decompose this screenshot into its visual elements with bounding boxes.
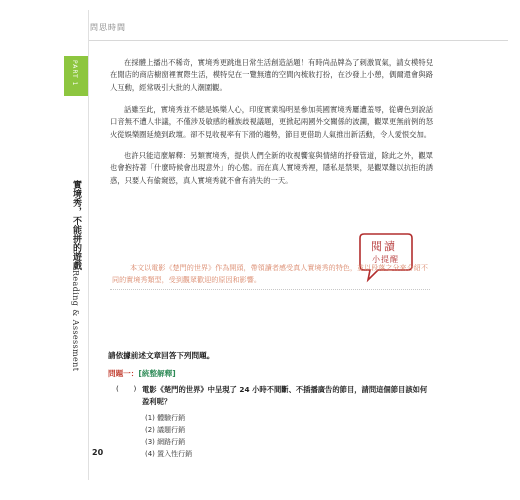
article-paragraph-3: 也許只能這麼解釋：另類實境秀，提供人們全新的收視饗宴與情緒的抒發管道，除此之外，觀眾也會抱持著「什麼時候會出現意外」的心態。而在真人實境秀裡，隱私是禁果，是觀眾難以抗拒的誘惑，只要人有偷窺慾，真人實境秀就不會有消失的一天。 bbox=[110, 151, 433, 185]
part-tab bbox=[64, 56, 88, 96]
running-header bbox=[88, 10, 508, 41]
question-1-header bbox=[108, 368, 176, 379]
margin-rule bbox=[88, 10, 89, 480]
chapter-title-en: Reading & Assessment bbox=[71, 270, 80, 372]
option-4[interactable]: (4) 置入性行銷 bbox=[145, 450, 193, 458]
article-paragraph-1: 在採體上播出不稀奇，實境秀更跳進日常生活創造話題！有時尚品牌為了刺激買氣，請女模特兒在閒店的商店櫥窗裡實際生活，模特兒在一覽無遺的空間內梳妝打扮，在沙發上小憩，偶爾還會與路人互動，經常吸引大批的人潮圍觀。 bbox=[110, 58, 433, 92]
badge-line1: 閱讀 bbox=[371, 240, 397, 253]
running-header-title: 問思時間 bbox=[90, 23, 126, 32]
answer-blank[interactable]: ( ) bbox=[116, 384, 137, 393]
divider bbox=[110, 289, 430, 290]
option-1[interactable]: (1) 體驗行銷 bbox=[145, 414, 186, 422]
option-2[interactable]: (2) 議題行銷 bbox=[145, 426, 186, 434]
question-prompt: 請依據前述文章回答下列問題。 bbox=[108, 351, 215, 360]
option-3[interactable]: (3) 網路行銷 bbox=[145, 438, 186, 446]
question-1-text: 電影《楚門的世界》中呈現了 24 小時不間斷、不插播廣告的節目，請問這個節目該如何盈利呢？ bbox=[142, 385, 428, 406]
badge-line2: 小提醒 bbox=[372, 255, 399, 264]
part-label: PART 1 bbox=[71, 60, 78, 87]
question-1-options bbox=[145, 412, 192, 460]
reading-tip-note: 本文以電影《楚門的世界》作為開頭，帶領讀者感受真人實境秀的特色，並以段落之分來介紹不同的實境秀類型，受到觀眾歡迎的原因和影響。 bbox=[112, 263, 428, 285]
article-paragraph-2: 話雖至此，實境秀並不總是娛樂人心，印度實業塢明星參加英國實境秀屢遭羞辱，從膚色到說話口音無不遭人非議，不僅涉及敏感的種族歧視議題，更掀起兩國外交關係的波瀾，觀眾更無前例的怒火從娛樂圈延燒到政壇。卻不見收視率有下滑的趨勢，節目更借助人氣推出新活動，令人愛恨交加。 bbox=[110, 105, 433, 139]
page-number: 20 bbox=[92, 448, 104, 457]
question-1-label: 問題一： bbox=[108, 369, 139, 378]
question-1-tag: [統整解釋] bbox=[138, 369, 176, 378]
chapter-title-cjk: 實境秀，不能拼的遊戲 bbox=[71, 180, 81, 270]
